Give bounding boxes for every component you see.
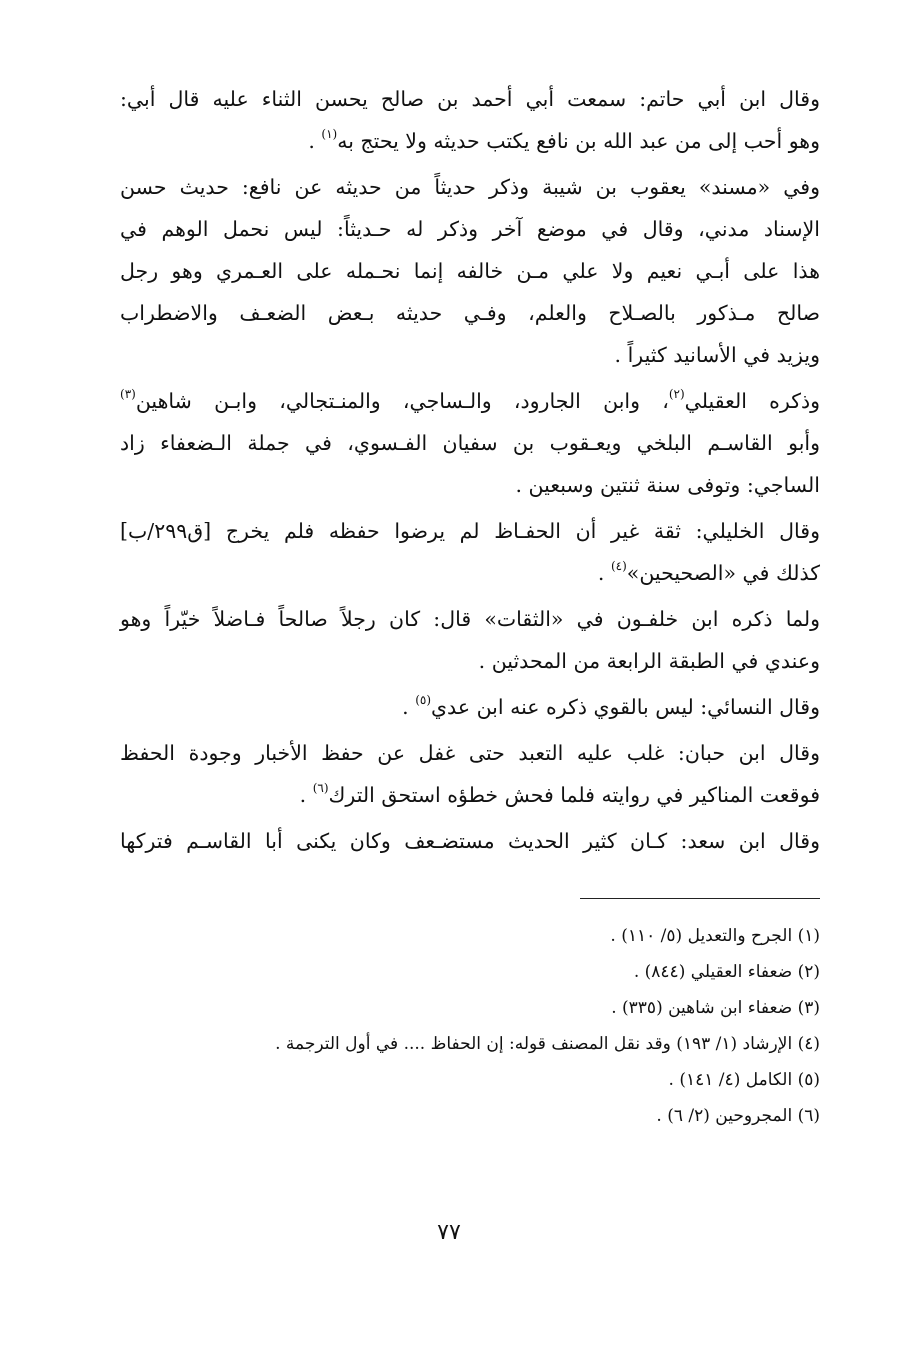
paragraph <box>120 598 820 682</box>
footnote: (٢) ضعفاء العقيلي (٨٤٤) . <box>633 962 820 982</box>
text-line: وهو أحب إلى من عبد الله بن نافع يكتب حديثه ولا يحتج به$^{(١)}$ . <box>308 127 820 153</box>
footnotes <box>120 918 820 1134</box>
paragraph <box>120 732 820 816</box>
paragraph <box>120 686 820 728</box>
text-line: وقال ابن أبي حاتم: سمعت أبي أحمد بن صالح يحسن الثناء عليه قال أبي: <box>120 87 820 111</box>
text-line: ويزيد في الأسانيد كثيراً . <box>614 343 820 367</box>
paragraph <box>120 380 820 506</box>
page-number: ٧٧ <box>437 1220 461 1245</box>
footnote-divider <box>580 898 820 899</box>
text-line: صالح مـذكور بالصـلاح والعلم، وفـي حديثه بـعض الضعـف والاضطراب <box>120 301 820 325</box>
footnote: (٦) المجروحين (٢/ ٦) . <box>656 1106 820 1126</box>
footnote-marker: (٥) <box>415 693 432 707</box>
text-line: ولما ذكره ابن خلفـون في «الثقات» قال: كان رجلاً صالحاً فـاضلاً خيّراً وهو <box>120 607 820 631</box>
footnote: (١) الجرح والتعديل (٥/ ١١٠) . <box>610 926 820 946</box>
text-line: وقال الخليلي: ثقة غير أن الحفـاظ لم يرضوا حفظه فلم يخرج [ق٢٩٩/ب] <box>120 519 820 543</box>
paragraph <box>120 166 820 376</box>
footnote-marker: (٦) <box>312 781 329 795</box>
text-line: فوقعت المناكير في روايته فلما فحش خطؤه استحق الترك$^{(٦)}$ . <box>299 781 820 807</box>
footnote-marker: (٤) <box>610 559 627 573</box>
text-line: وقال ابن سعد: كـان كثير الحديث مستضـعف وكان يكنى أبا القاسـم فتركها <box>120 829 820 853</box>
paragraph <box>120 78 820 162</box>
footnote-marker: (٣) <box>120 387 136 401</box>
main-text <box>120 78 820 866</box>
text-line: وفي «مسند» يعقوب بن شيبة وذكر حديثاً من حديثه عن نافع: حديث حسن <box>120 175 820 199</box>
text-line: وذكره العقيلي$^{(٢)}$، وابن الجارود، والـساجي، والمنـتجالي، وابـن شاهين$^{(٣)}$ <box>120 387 820 413</box>
text-line: الإسناد مدني، وقال في موضع آخر وذكر له حـديثاً: ليس نحمل الوهم في <box>120 217 820 241</box>
text-line: كذلك في «الصحيحين»$^{(٤)}$ . <box>597 559 820 585</box>
text-line: الساجي: وتوفى سنة ثنتين وسبعين . <box>515 473 820 497</box>
text-line: هذا على أبـي نعيم ولا علي مـن خالفه إنما نحـمله على العـمري وهو رجل <box>120 259 820 283</box>
paragraph <box>120 820 820 862</box>
text-line: وقال ابن حبان: غلب عليه التعبد حتى غفل عن حفظ الأخبار وجودة الحفظ <box>120 741 820 765</box>
text-line: وأبو القاسـم البلخي ويعـقوب بن سفيان الفـسوي، في جملة الـضعفاء زاد <box>120 431 820 455</box>
footnote-marker: (٢) <box>668 387 685 401</box>
footnote: (٣) ضعفاء ابن شاهين (٣٣٥) . <box>611 998 820 1018</box>
footnote: (٥) الكامل (٤/ ١٤١) . <box>668 1070 820 1090</box>
footnote: (٤) الإرشاد (١/ ١٩٣) وقد نقل المصنف قوله: إن الحفاظ .... في أول الترجمة . <box>275 1034 820 1054</box>
paragraph <box>120 510 820 594</box>
text-line: وقال النسائي: ليس بالقوي ذكره عنه ابن عدي$^{(٥)}$ . <box>402 693 820 719</box>
footnote-marker: (١) <box>321 127 338 141</box>
text-line: وعندي في الطبقة الرابعة من المحدثين . <box>478 649 820 673</box>
